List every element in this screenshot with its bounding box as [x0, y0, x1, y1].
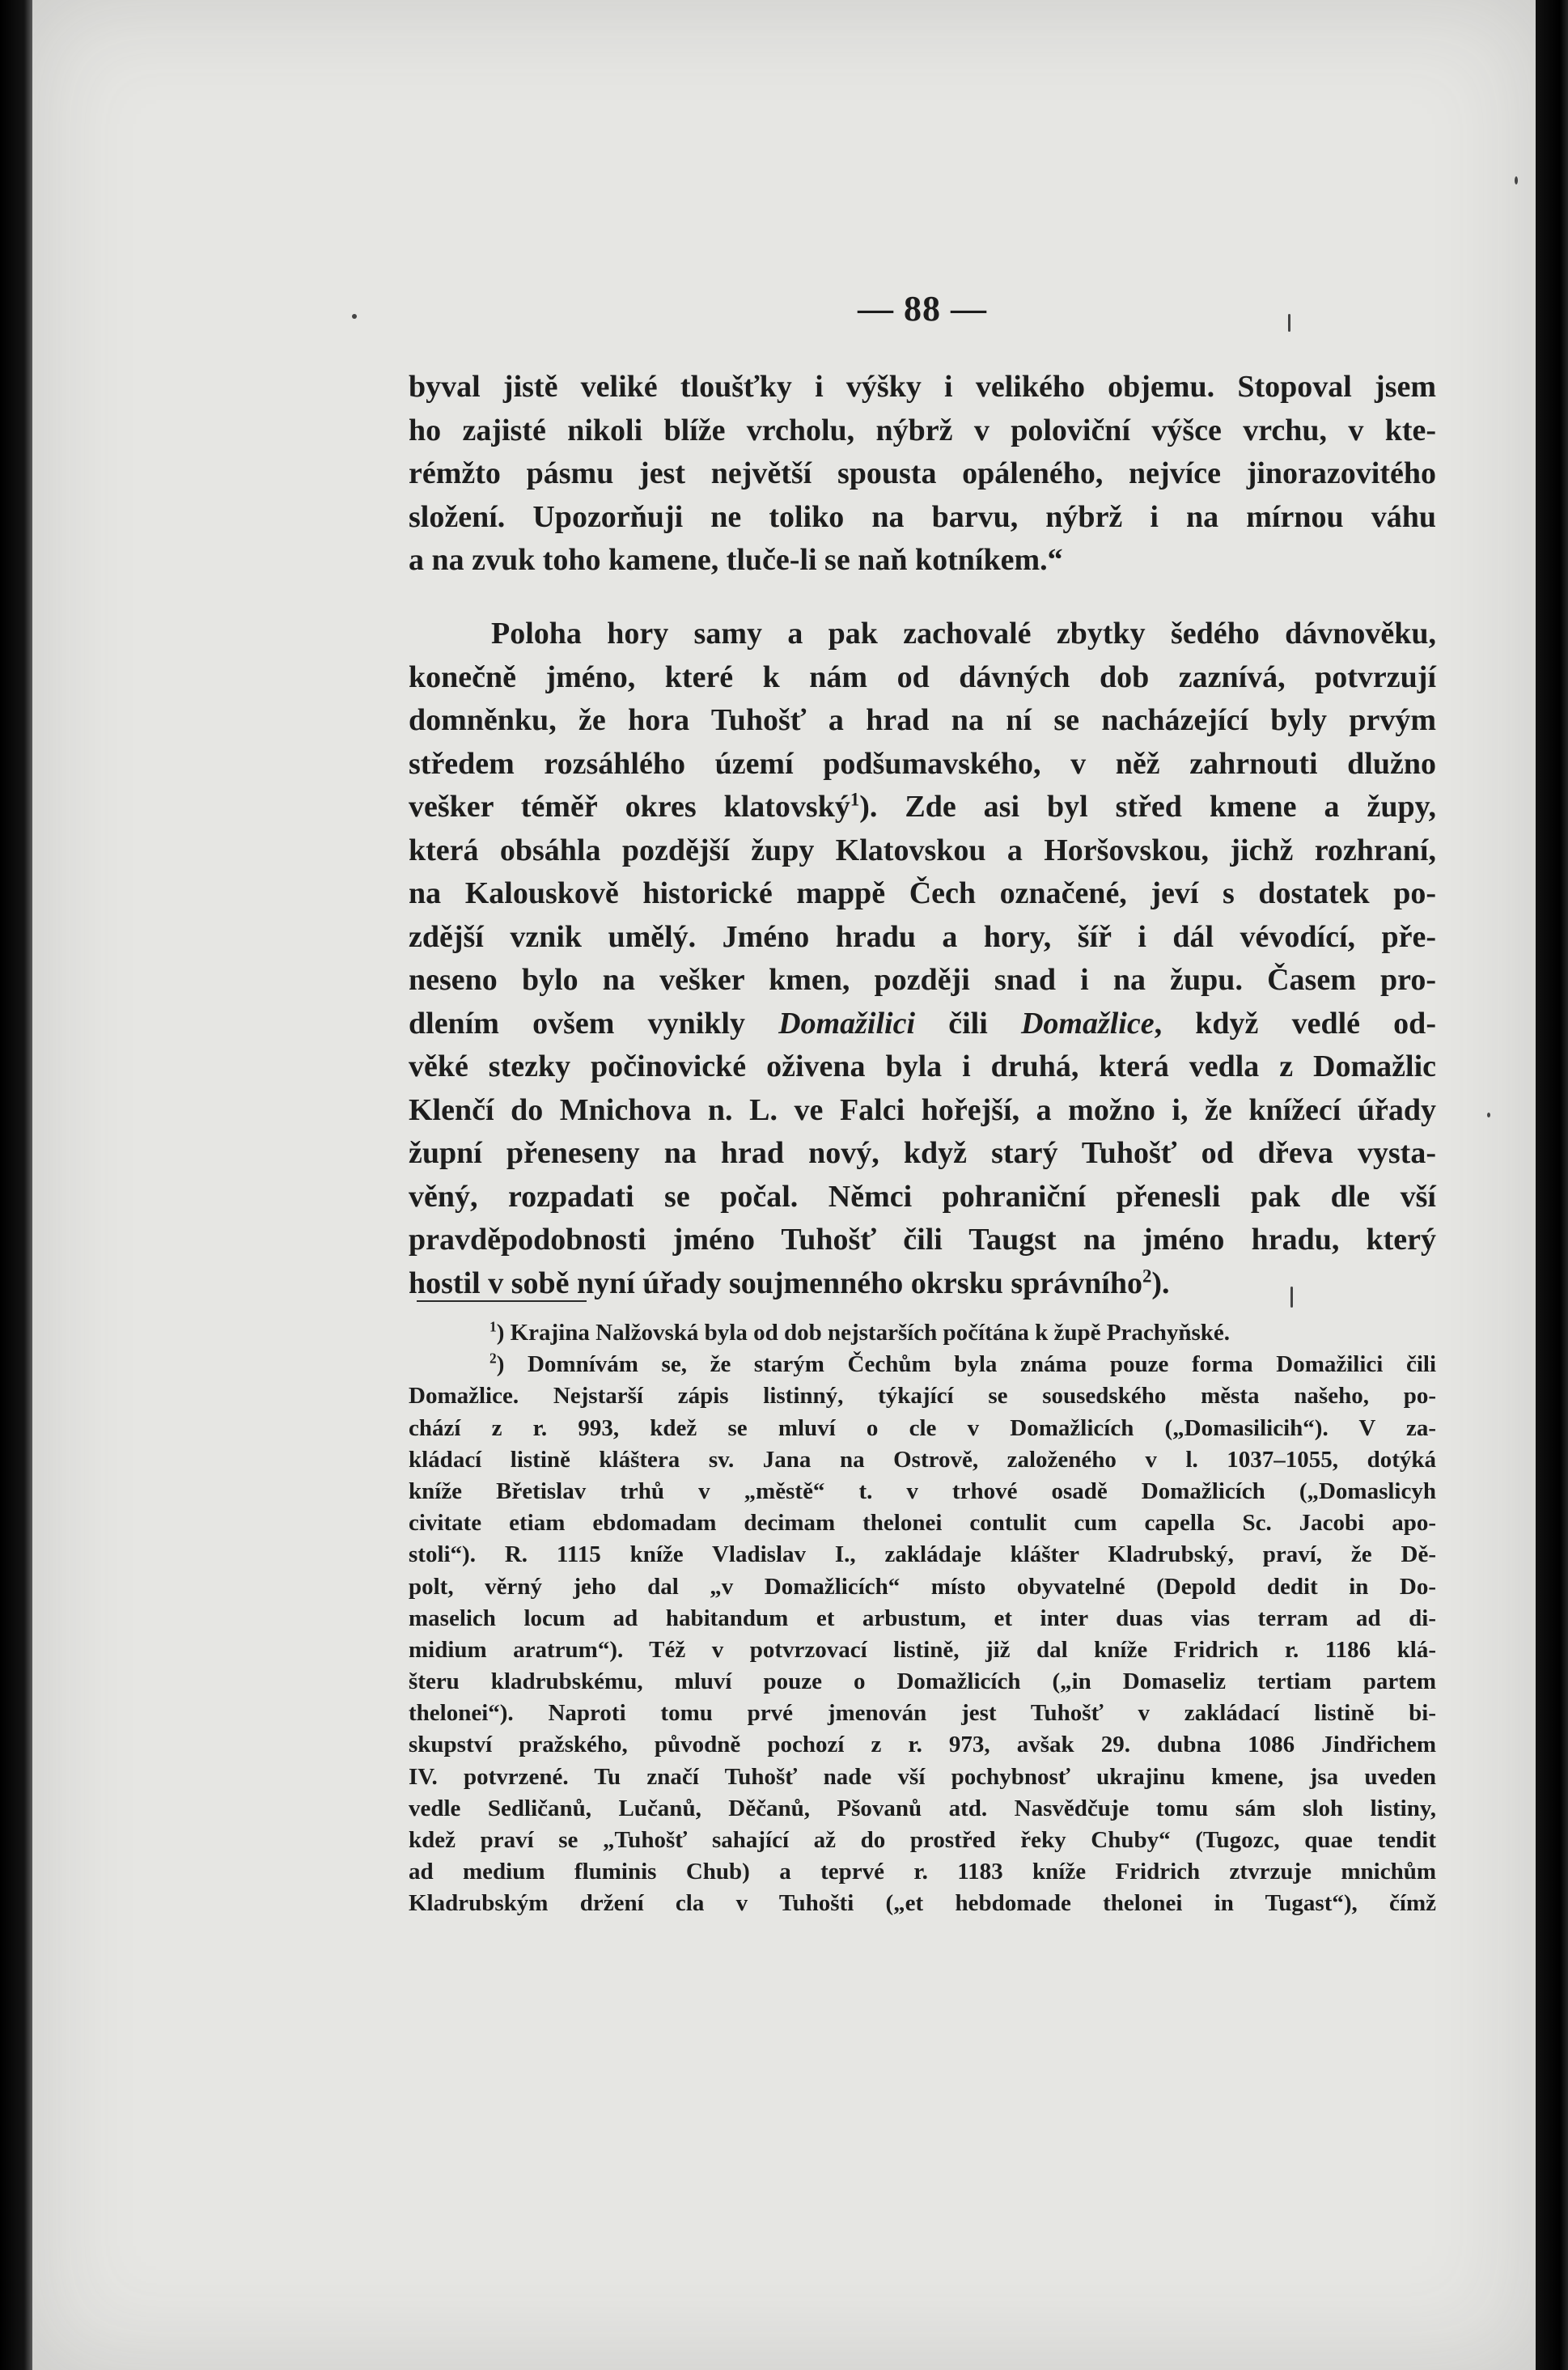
text-line: věké stezky počinovické oživena byla i druhá, která vedla z Domažlic: [409, 1049, 1436, 1083]
text-line: neseno bylo na vešker kmen, později snad i na župu. Časem pro-: [409, 963, 1436, 997]
scan-speck: [352, 314, 357, 319]
text-line-with-footnote-ref: [409, 1262, 1436, 1306]
text-run: čili: [915, 1006, 1021, 1041]
footnote-line: polt, věrný jeho dal „v Domažlicích“ místo obyvatelné (Depold dedit in Do-: [409, 1573, 1436, 1600]
text-line: a na zvuk toho kamene, tluče-li se naň kotníkem.“: [409, 543, 1063, 577]
italic-place-name: Domažlice: [1020, 1006, 1155, 1041]
text-run: hostil v sobě nyní úřady soujmenného okrsku správního: [409, 1266, 1142, 1300]
footnote-line: midium aratrum“). Též v potvrzovací listině, již dal kníže Fridrich r. 1186 klá-: [409, 1636, 1436, 1663]
footnote-divider: [417, 1300, 587, 1302]
footnote-line: ad medium fluminis Chub) a teprvé r. 1183 kníže Fridrich ztvrzuje mnichům: [409, 1859, 1436, 1885]
text-line: ho zajisté nikoli blíže vrcholu, nýbrž v poloviční výšce vrchu, v kte-: [409, 413, 1436, 447]
footnote-marker: 2: [489, 1350, 497, 1367]
page-left-edge: [0, 0, 32, 2370]
footnote-line: vedle Sedličanů, Lučanů, Děčanů, Pšovanů atd. Nasvědčuje tomu sám sloh listiny,: [409, 1795, 1436, 1821]
footnote-text: ) Krajina Nalžovská byla od dob nejstarších počítána k župě Prachyňské.: [496, 1320, 1231, 1346]
footnote-line: Domažlice. Nejstarší zápis listinný, týkající se sousedského města našeho, po-: [409, 1383, 1436, 1410]
footnote-line: šteru kladrubskému, mluví pouze o Domažlicích („in Domaseliz tertiam partem: [409, 1668, 1436, 1695]
text-run: vešker téměř okres klatovský: [409, 790, 850, 824]
footnote-line: kdež praví se „Tuhošť sahající až do prostřed řeky Chuby“ (Tugozc, quae tendit: [409, 1827, 1436, 1853]
text-line: složení. Upozorňuji ne toliko na barvu, nýbrž i na mírnou váhu: [409, 499, 1436, 534]
text-run: , když vedlé od-: [1154, 1006, 1436, 1041]
footnote-line: IV. potvrzené. Tu značí Tuhošť nade vší pochybnosť ukrajinu kmene, jsa uveden: [409, 1763, 1436, 1790]
text-line: pravděpodobnosti jméno Tuhošť čili Taugst na jméno hradu, který: [409, 1223, 1436, 1257]
text-line: rémžto pásmu jest největší spousta opáleného, nejvíce jinorazovitého: [409, 456, 1436, 490]
text-line: konečně jméno, které k nám od dávných dob zaznívá, potvrzují: [409, 659, 1436, 694]
text-line-with-footnote-ref: [409, 786, 1436, 829]
page-right-edge: [1536, 0, 1568, 2370]
footnote-ref-1[interactable]: 1: [850, 789, 860, 810]
text-run: ). Zde asi byl střed kmene a župy,: [859, 790, 1436, 824]
footnote-2: [409, 1349, 1436, 1380]
footnote-line: Kladrubským držení cla v Tuhošti („et hebdomade thelonei in Tugast“), čímž: [409, 1890, 1436, 1917]
text-line: která obsáhla pozdější župy Klatovskou a Horšovskou, jichž rozhraní,: [409, 833, 1436, 867]
text-line: středem rozsáhlého území podšumavského, v něž zahrnouti dlužno: [409, 746, 1436, 781]
scan-speck: [1515, 176, 1518, 184]
footnotes: [409, 1317, 1436, 1920]
text-line: na Kalouskově historické mappě Čech označené, jeví s dostatek po-: [409, 876, 1436, 910]
footnote-ref-2[interactable]: 2: [1142, 1265, 1152, 1286]
footnote-line: thelonei“). Naproti tomu prvé jmenován jest Tuhošť v zakládací listině bi-: [409, 1700, 1436, 1727]
footnote-line: kládací listině kláštera sv. Jana na Ostrově, založeného v l. 1037–1055, dotýká: [409, 1446, 1436, 1473]
footnote-marker: 1: [489, 1318, 497, 1335]
text-run: ).: [1151, 1266, 1170, 1300]
footnote-line: stoli“). R. 1115 kníže Vladislav I., zakládaje klášter Kladrubský, praví, že Dě-: [409, 1541, 1436, 1568]
text-run: dlením ovšem vynikly: [409, 1006, 779, 1041]
scan-speck: [1487, 1113, 1490, 1117]
text-line: Klenčí do Mnichova n. L. ve Falci hořejší, a možno i, že knížecí úřady: [409, 1092, 1436, 1127]
text-line-with-italics: [409, 1003, 1436, 1046]
text-line: věný, rozpadati se počal. Němci pohraniční přenesli pak dle vší: [409, 1179, 1436, 1214]
text-line: Poloha hory samy a pak zachovalé zbytky šedého dávnověku,: [491, 617, 1436, 651]
text-line: zdější vznik umělý. Jméno hradu a hory, šíř i dál vévodící, pře-: [409, 919, 1436, 954]
footnote-text: ) Domnívám se, že starým Čechům byla známa pouze forma Domažilici čili: [496, 1351, 1436, 1378]
italic-place-name: Domažilici: [778, 1006, 916, 1041]
text-line: domněnku, že hora Tuhošť a hrad na ní se nacházející byly prvým: [409, 703, 1436, 737]
text-line: byval jistě veliké tloušťky i výšky i velikého objemu. Stopoval jsem: [409, 370, 1436, 404]
footnote-line: civitate etiam ebdomadam decimam thelonei contulit cum capella Sc. Jacobi apo-: [409, 1510, 1436, 1537]
page-number: — 88 —: [858, 289, 987, 329]
footnote-line: chází z r. 993, kdež se mluví o cle v Domažlicích („Domasilicih“). V za-: [409, 1414, 1436, 1441]
footnote-1: [409, 1317, 1436, 1349]
text-line: župní přeneseny na hrad nový, když starý Tuhošť od dřeva vysta-: [409, 1136, 1436, 1170]
paragraph-1: [409, 366, 1436, 583]
footnote-line: kníže Břetislav trhů v „městě“ t. v trhové osadě Domažlicích („Domaslicyh: [409, 1478, 1436, 1504]
footnote-line: skupství pražského, původně pochozí z r. 973, avšak 29. dubna 1086 Jindřichem: [409, 1732, 1436, 1758]
footnote-line: maselich locum ad habitandum et arbustum, et inter duas vias terram ad di-: [409, 1605, 1436, 1631]
paragraph-2: [409, 613, 1436, 1305]
